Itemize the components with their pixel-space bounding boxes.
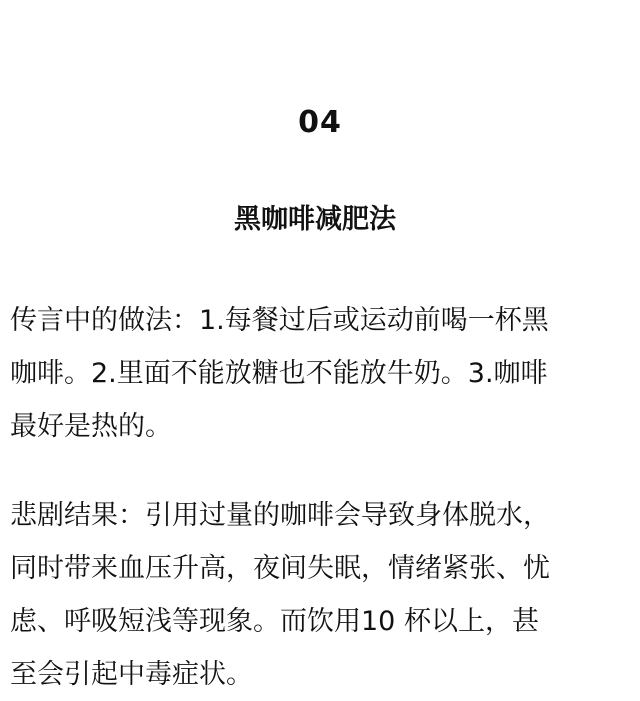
paragraph-line: 至会引起中毒症状。 [10, 659, 253, 690]
paragraph-line: 悲剧结果：引用过量的咖啡会导致身体脱水， [10, 500, 550, 531]
consequence-paragraph [10, 489, 632, 701]
paragraph-line: 同时带来血压升高，夜间失眠，情绪紧张、忧 [10, 553, 550, 584]
paragraph-line: 咖啡。2.里面不能放糖也不能放牛奶。3.咖啡 [10, 358, 548, 389]
rumor-method-paragraph [10, 294, 632, 453]
paragraph-line: 虑、呼吸短浅等现象。而饮用10 杯以上，甚 [10, 606, 539, 637]
paragraph-line: 传言中的做法：1.每餐过后或运动前喝一杯黑 [10, 305, 549, 336]
section-title: 黑咖啡减肥法 [234, 204, 396, 235]
paragraph-line: 最好是热的。 [10, 411, 172, 442]
section-number: 04 [298, 105, 342, 140]
